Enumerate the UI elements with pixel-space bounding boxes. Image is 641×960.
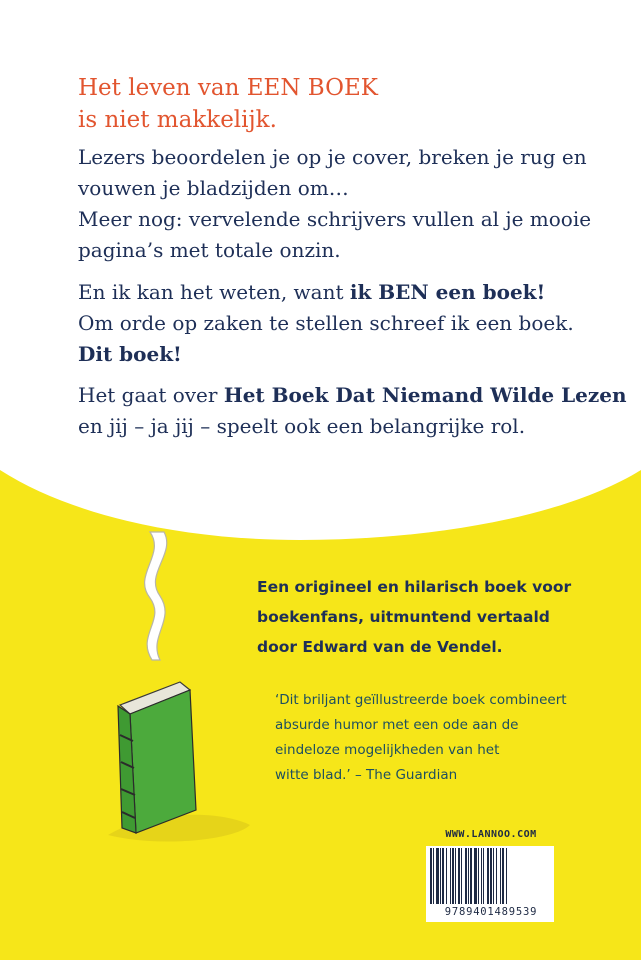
- book-line-1-bold: ik BEN een boek!: [349, 280, 546, 304]
- quote-line-4: witte blad.’ – The Guardian: [275, 767, 458, 783]
- publisher-url: WWW.LANNOO.COM: [445, 829, 537, 840]
- quote-line-1: ‘Dit briljant geïllustreerde boek combineert: [275, 692, 567, 708]
- book-line-3-bold: Dit boek!: [78, 342, 182, 366]
- quote-line-3: eindeloze mogelijkheden van het: [275, 742, 500, 758]
- paragraph-about: [78, 380, 627, 442]
- paragraph-intro: [78, 142, 591, 266]
- paragraph-book: [78, 277, 574, 370]
- headline-line-2: is niet makkelijk.: [78, 107, 277, 133]
- about-line-1-text: Het gaat over: [78, 383, 224, 407]
- intro-line-1: Lezers beoordelen je op je cover, breken je rug en: [78, 145, 587, 169]
- headline: [78, 72, 378, 136]
- about-line-2: en jij – ja jij – speelt ook een belangrijke rol.: [78, 414, 526, 438]
- pitch-line-1: Een origineel en hilarisch boek voor: [257, 578, 572, 596]
- quote-line-2: absurde humor met een ode aan de: [275, 717, 519, 733]
- pitch-line-2: boekenfans, uitmuntend vertaald: [257, 608, 550, 626]
- barcode-bars: [426, 846, 554, 904]
- book-line-2: Om orde op zaken te stellen schreef ik een boek.: [78, 311, 574, 335]
- about-line-1-bold: Het Boek Dat Niemand Wilde Lezen: [223, 383, 627, 407]
- isbn-number: 9789401489539: [444, 906, 538, 918]
- intro-line-4: pagina’s met totale onzin.: [78, 238, 341, 262]
- intro-line-3: Meer nog: vervelende schrijvers vullen al je mooie: [78, 207, 592, 231]
- pitch-text: [257, 572, 571, 662]
- book-icon: [118, 682, 196, 833]
- speech-bubble-tail: [145, 532, 167, 660]
- headline-line-1: Het leven van EEN BOEK: [78, 75, 378, 101]
- intro-line-2: vouwen je bladzijden om…: [78, 176, 349, 200]
- book-line-1-text: En ik kan het weten, want: [78, 280, 350, 304]
- review-quote: [275, 688, 567, 788]
- pitch-line-3: door Edward van de Vendel.: [257, 638, 503, 656]
